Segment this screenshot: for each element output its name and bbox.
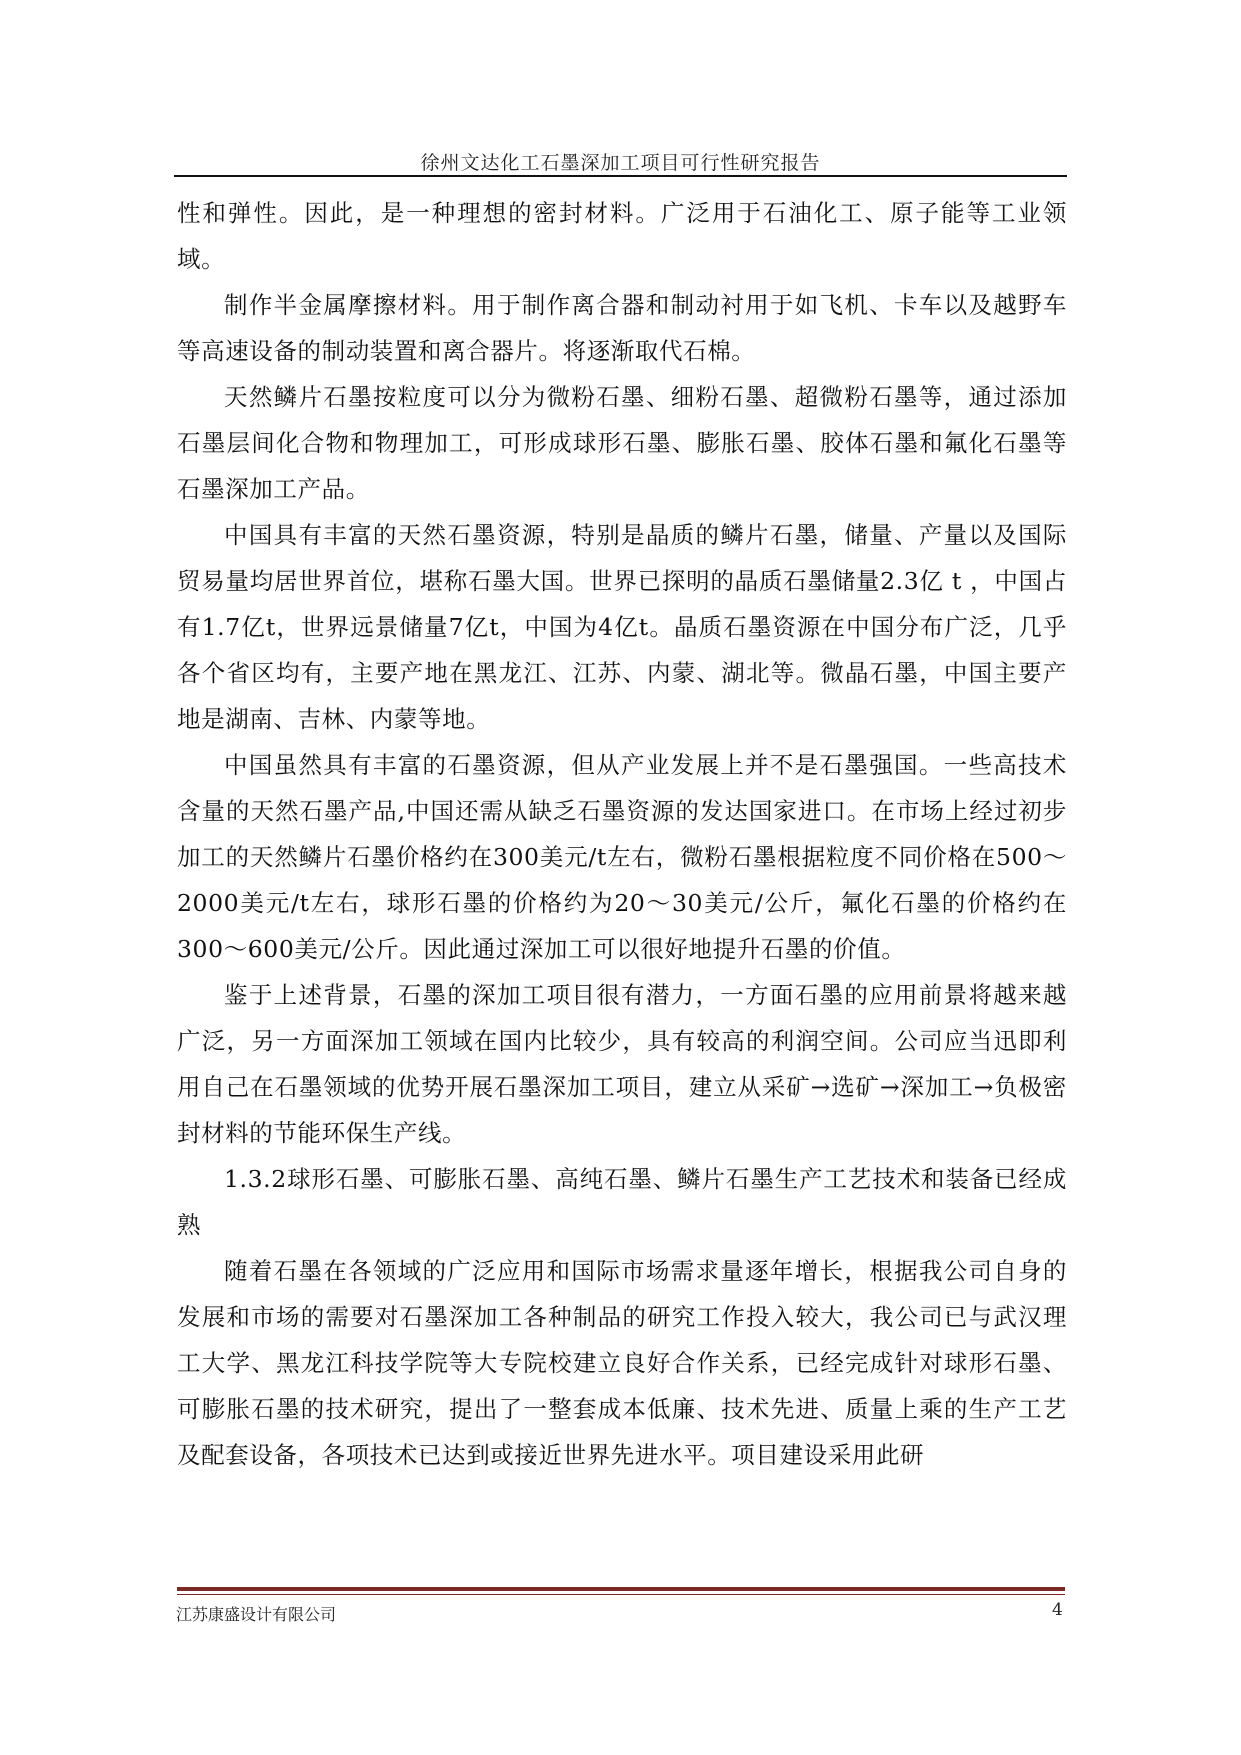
paragraph-market-prices: 中国虽然具有丰富的石墨资源，但从产业发展上并不是石墨强国。一些高技术含量的天然石墨产品,中国还需从缺乏石墨资源的发达国家进口。在市场上经过初步加工的天然鳞片石墨价格约在300美元/t左右，微粉石墨根据粒度不同价格在500～2000美元/t左右，球形石墨的价格约为20～30美元/公斤，氟化石墨的价格约在300～600美元/公斤。因此通过深加工可以很好地提升石墨的价值。 (177, 751, 1067, 963)
section-heading-1-3-2: 1.3.2球形石墨、可膨胀石墨、高纯石墨、鳞片石墨生产工艺技术和装备已经成熟 (177, 1165, 1067, 1239)
paragraph-continuation: 性和弹性。因此，是一种理想的密封材料。广泛用于石油化工、原子能等工业领域。 (177, 199, 1067, 273)
page-header-title: 徐州文达化工石墨深加工项目可行性研究报告 (420, 152, 821, 174)
page-number: 4 (1052, 1600, 1063, 1620)
paragraph-graphite-granularity: 天然鳞片石墨按粒度可以分为微粉石墨、细粉石墨、超微粉石墨等，通过添加石墨层间化合物和物理加工，可形成球形石墨、膨胀石墨、胶体石墨和氟化石墨等石墨深加工产品。 (177, 383, 1067, 503)
paragraph-technology-status: 随着石墨在各领域的广泛应用和国际市场需求量逐年增长，根据我公司自身的发展和市场的需要对石墨深加工各种制品的研究工作投入较大，我公司已与武汉理工大学、黑龙江科技学院等大专院校建立良好合作关系，已经完成针对球形石墨、可膨胀石墨的技术研究，提出了一整套成本低廉、技术先进、质量上乘的生产工艺及配套设备，各项技术已达到或接近世界先进水平。项目建设采用此研 (177, 1257, 1067, 1469)
footer-divider-thin (177, 1594, 1065, 1595)
footer-company-name: 江苏康盛设计有限公司 (176, 1605, 337, 1624)
footer-divider-thick (177, 1587, 1065, 1591)
document-body (177, 190, 1067, 1478)
header-divider (174, 175, 1067, 177)
paragraph-china-resources: 中国具有丰富的天然石墨资源，特别是晶质的鳞片石墨，储量、产量以及国际贸易量均居世界首位，堪称石墨大国。世界已探明的晶质石墨储量2.3亿 t ，中国占有1.7亿t，世界远景储量7亿t，中国为4亿t。晶质石墨资源在中国分布广泛，几乎各个省区均有，主要产地在黑龙江、江苏、内蒙、湖北等。微晶石墨，中国主要产地是湖南、吉林、内蒙等地。 (177, 521, 1067, 733)
paragraph-project-potential: 鉴于上述背景，石墨的深加工项目很有潜力，一方面石墨的应用前景将越来越广泛，另一方面深加工领域在国内比较少，具有较高的利润空间。公司应当迅即利用自己在石墨领域的优势开展石墨深加工项目，建立从采矿→选矿→深加工→负极密封材料的节能环保生产线。 (177, 981, 1067, 1147)
paragraph-friction-material: 制作半金属摩擦材料。用于制作离合器和制动衬用于如飞机、卡车以及越野车等高速设备的制动装置和离合器片。将逐渐取代石棉。 (177, 291, 1067, 365)
